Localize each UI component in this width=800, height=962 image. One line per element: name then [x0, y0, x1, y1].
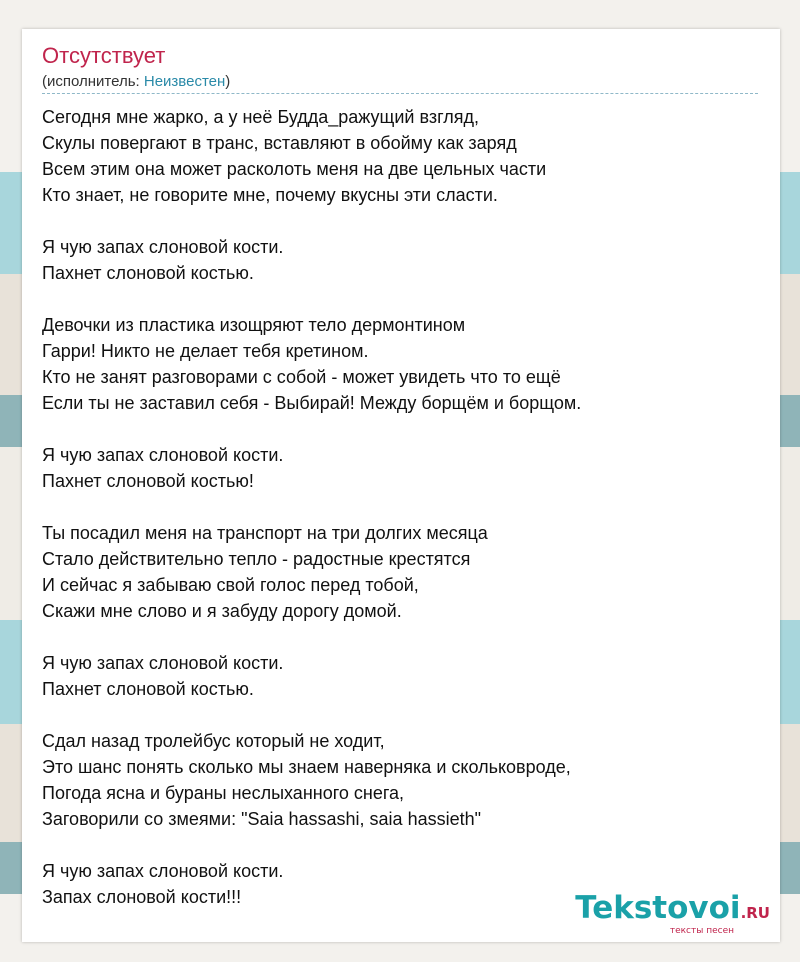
lyric-line: Сегодня мне жарко, а у неё Будда_ражущий взгляд,	[42, 107, 480, 127]
artist-prefix: (исполнитель:	[42, 73, 144, 90]
artist-suffix: )	[225, 73, 231, 90]
logo-tagline: тексты песен	[669, 926, 734, 936]
lyric-line: Если ты не заставил себя - Выбирай! Между борщём и борщом.	[42, 393, 582, 413]
lyric-line: Заговорили со змеями: "Saia hassashi, saia hassieth"	[42, 809, 482, 829]
artist-link[interactable]: Неизвестен	[143, 73, 226, 90]
lyric-line: Гарри! Никто не делает тебя кретином.	[42, 341, 369, 361]
logo-tld: .RU	[740, 904, 770, 922]
logo-name: Tekstovoi	[575, 890, 741, 926]
stanza-gap	[42, 208, 758, 234]
lyric-line: Запах слоновой кости!!!	[42, 887, 242, 907]
song-title: Отсутствует	[42, 43, 166, 68]
lyric-line: Сдал назад тролейбус который не ходит,	[42, 731, 385, 751]
lyric-line: Я чую запах слоновой кости.	[42, 653, 284, 673]
lyric-line: И сейчас я забываю свой голос перед тобой,	[42, 575, 419, 595]
logo-wordmark	[575, 891, 770, 930]
lyrics-card	[22, 29, 780, 942]
lyric-line: Всем этим она может расколоть меня на две цельных части	[42, 159, 547, 179]
lyric-line: Ты посадил меня на транспорт на три долгих месяца	[42, 523, 488, 543]
lyric-line: Пахнет слоновой костью.	[42, 679, 254, 699]
artist-line	[42, 73, 230, 91]
lyric-line: Стало действительно тепло - радостные крестятся	[42, 549, 471, 569]
stanza-gap	[42, 494, 758, 520]
lyric-line: Я чую запах слоновой кости.	[42, 445, 284, 465]
stanza-gap	[42, 832, 758, 858]
lyric-line: Погода ясна и бураны неслыханного снега,	[42, 783, 405, 803]
stanza-gap	[42, 286, 758, 312]
site-logo[interactable]	[575, 891, 770, 936]
lyric-line: Это шанс понять сколько мы знаем наверняка и скольковроде,	[42, 757, 571, 777]
lyric-line: Пахнет слоновой костью!	[42, 471, 254, 491]
title-divider	[42, 93, 758, 94]
stanza-gap	[42, 702, 758, 728]
lyric-line: Девочки из пластика изощряют тело дермонтином	[42, 315, 466, 335]
lyrics-text	[42, 104, 758, 910]
lyric-line: Скулы повергают в транс, вставляют в обойму как заряд	[42, 133, 517, 153]
lyric-line: Я чую запах слоновой кости.	[42, 861, 284, 881]
lyric-line: Кто не занят разговорами с собой - может увидеть что то ещё	[42, 367, 561, 387]
lyric-line: Пахнет слоновой костью.	[42, 263, 254, 283]
lyric-line: Скажи мне слово и я забуду дорогу домой.	[42, 601, 402, 621]
stanza-gap	[42, 416, 758, 442]
lyric-line: Я чую запах слоновой кости.	[42, 237, 284, 257]
lyric-line: Кто знает, не говорите мне, почему вкусны эти сласти.	[42, 185, 498, 205]
stanza-gap	[42, 624, 758, 650]
